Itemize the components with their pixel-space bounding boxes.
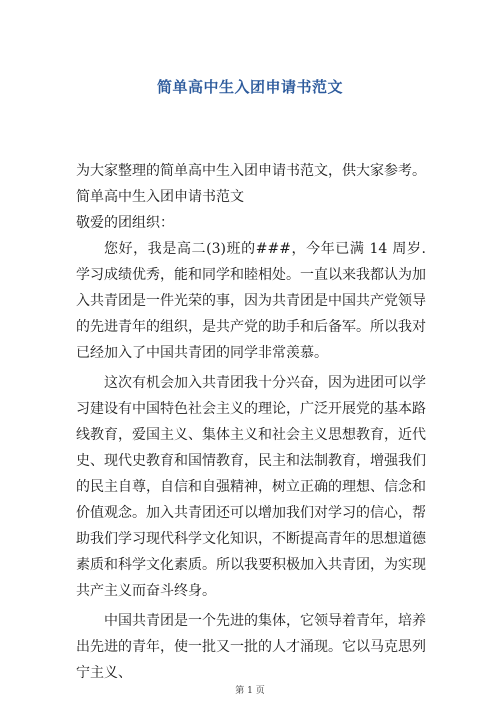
paragraph-1: 您好，我是高二(3)班的###，今年已满 14 周岁.学习成绩优秀，能和同学和睦相处。一直以来我都认为加入共青团是一件光荣的事，因为共青团是中国共产党领导的先进青年的组织，是共产党的助手和后备军。所以我对已经加入了中国共青团的同学非常羡慕。 (76, 241, 426, 361)
document-body (76, 158, 426, 690)
paragraph-3: 中国共青团是一个先进的集体，它领导着青年，培养出先进的青年，使一批又一批的人才涌现。它以马克思列宁主义、 (76, 613, 426, 681)
document-title: 简单高中生入团申请书范文 (156, 78, 343, 96)
subtitle-line: 简单高中生入团申请书范文 (76, 189, 244, 205)
paragraph-2: 这次有机会加入共青团我十分兴奋，因为进团可以学习建设有中国特色社会主义的理论，广泛开展党的基本路线教育，爱国主义、集体主义和社会主义思想教育，近代史、现代史教育和国情教育，民主和法制教育，增强我们的民主自尊，自信和自强精神，树立正确的理想、信念和价值观念。加入共青团还可以增加我们对学习的信心，帮助我们学习现代科学文化知识，不断提高青年的思想道德素质和科学文化素质。所以我要积极加入共青团，为实现共产主义而奋斗终身。 (76, 375, 426, 599)
salutation-line: 敬爱的团组织： (76, 215, 174, 231)
page-number: 第 1 页 (235, 686, 265, 696)
intro-line: 为大家整理的简单高中生入团申请书范文，供大家参考。 (76, 163, 426, 179)
